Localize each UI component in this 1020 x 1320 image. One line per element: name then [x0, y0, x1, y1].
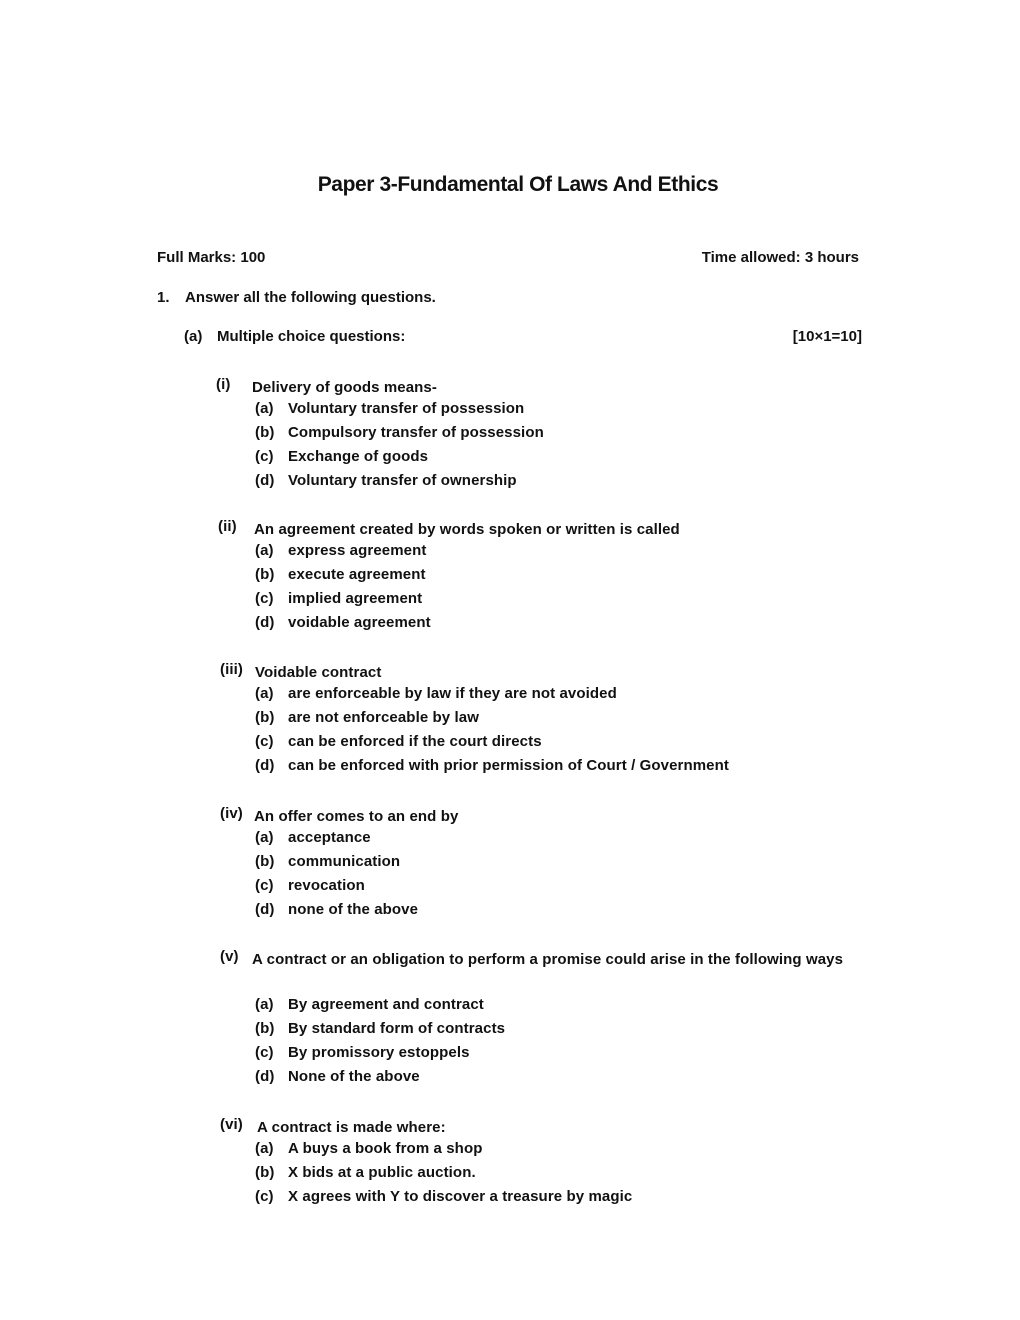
option-text: express agreement: [288, 542, 427, 559]
mcq-option: [0, 614, 1020, 638]
mcq-option: [0, 733, 1020, 757]
option-text: By standard form of contracts: [288, 1020, 506, 1037]
option-text: execute agreement: [288, 566, 426, 583]
option-text: implied agreement: [288, 590, 423, 607]
mcq-option: [0, 400, 1020, 424]
option-label: (d): [255, 1068, 275, 1085]
option-text: are enforceable by law if they are not avoided: [288, 685, 617, 702]
option-text: communication: [288, 853, 401, 870]
full-marks: Full Marks: 100: [157, 249, 266, 266]
mcq-item: [0, 376, 1020, 496]
option-label: (a): [255, 829, 274, 846]
option-text: can be enforced with prior permission of Court / Government: [288, 757, 729, 774]
mcq-option: [0, 1188, 1020, 1212]
mcq-item: [0, 1116, 1020, 1212]
mcq-option: [0, 1140, 1020, 1164]
mcq-number: (iv): [220, 805, 243, 822]
mcq-option: [0, 996, 1020, 1020]
option-text: can be enforced if the court directs: [288, 733, 542, 750]
option-label: (d): [255, 901, 275, 918]
mcq-question: Voidable contract: [255, 664, 382, 681]
mcq-option: [0, 542, 1020, 566]
mcq-option: [0, 685, 1020, 709]
mcq-item: [0, 948, 1020, 1092]
mcq-question: A contract is made where:: [257, 1119, 446, 1136]
question-number: 1.: [157, 289, 170, 306]
option-label: (a): [255, 685, 274, 702]
option-text: Voluntary transfer of ownership: [288, 472, 517, 489]
sub-question-label: (a): [184, 328, 203, 345]
option-label: (c): [255, 1188, 274, 1205]
mcq-option: [0, 901, 1020, 925]
mcq-option: [0, 448, 1020, 472]
mcq-option: [0, 853, 1020, 877]
option-text: A buys a book from a shop: [288, 1140, 483, 1157]
mcq-number: (i): [216, 376, 231, 393]
mcq-question: Delivery of goods means-: [252, 379, 437, 396]
option-text: Voluntary transfer of possession: [288, 400, 525, 417]
option-text: Compulsory transfer of possession: [288, 424, 544, 441]
option-label: (d): [255, 472, 275, 489]
option-text: none of the above: [288, 901, 419, 918]
mcq-number: (vi): [220, 1116, 243, 1133]
mcq-option: [0, 472, 1020, 496]
option-text: voidable agreement: [288, 614, 431, 631]
time-allowed: Time allowed: 3 hours: [701, 249, 859, 266]
mcq-number: (iii): [220, 661, 243, 678]
option-label: (a): [255, 1140, 274, 1157]
option-label: (b): [255, 1020, 275, 1037]
mcq-option: [0, 709, 1020, 733]
option-label: (c): [255, 877, 274, 894]
mcq-option: [0, 1164, 1020, 1188]
marks-badge: [10×1=10]: [792, 328, 862, 345]
mcq-option: [0, 757, 1020, 781]
mcq-number: (v): [220, 948, 239, 965]
option-label: (b): [255, 424, 275, 441]
mcq-option: [0, 829, 1020, 853]
mcq-question: An offer comes to an end by: [254, 808, 459, 825]
mcq-option: [0, 590, 1020, 614]
option-label: (b): [255, 1164, 275, 1181]
option-text: X bids at a public auction.: [288, 1164, 476, 1181]
mcq-option: [0, 1068, 1020, 1092]
option-label: (d): [255, 757, 275, 774]
mcq-option: [0, 877, 1020, 901]
option-text: Exchange of goods: [288, 448, 429, 465]
option-text: acceptance: [288, 829, 371, 846]
option-text: None of the above: [288, 1068, 420, 1085]
option-label: (b): [255, 709, 275, 726]
mcq-number: (ii): [218, 518, 237, 535]
option-label: (d): [255, 614, 275, 631]
option-text: By promissory estoppels: [288, 1044, 470, 1061]
option-label: (a): [255, 400, 274, 417]
option-label: (c): [255, 733, 274, 750]
option-text: X agrees with Y to discover a treasure by magic: [288, 1188, 633, 1205]
option-text: revocation: [288, 877, 365, 894]
mcq-item: [0, 805, 1020, 925]
sub-question-text: Multiple choice questions:: [217, 328, 406, 345]
mcq-item: [0, 661, 1020, 781]
question-text: Answer all the following questions.: [185, 289, 436, 306]
option-label: (c): [255, 590, 274, 607]
mcq-option: [0, 566, 1020, 590]
mcq-item: [0, 518, 1020, 638]
option-label: (c): [255, 448, 274, 465]
mcq-option: [0, 1020, 1020, 1044]
page-title: Paper 3-Fundamental Of Laws And Ethics: [317, 173, 719, 196]
mcq-question: A contract or an obligation to perform a promise could arise in the following ways: [252, 951, 844, 968]
mcq-option: [0, 424, 1020, 448]
option-label: (a): [255, 996, 274, 1013]
mcq-question: An agreement created by words spoken or written is called: [254, 521, 680, 538]
option-label: (b): [255, 566, 275, 583]
option-label: (b): [255, 853, 275, 870]
mcq-option: [0, 1044, 1020, 1068]
option-label: (c): [255, 1044, 274, 1061]
option-text: By agreement and contract: [288, 996, 484, 1013]
option-label: (a): [255, 542, 274, 559]
option-text: are not enforceable by law: [288, 709, 479, 726]
